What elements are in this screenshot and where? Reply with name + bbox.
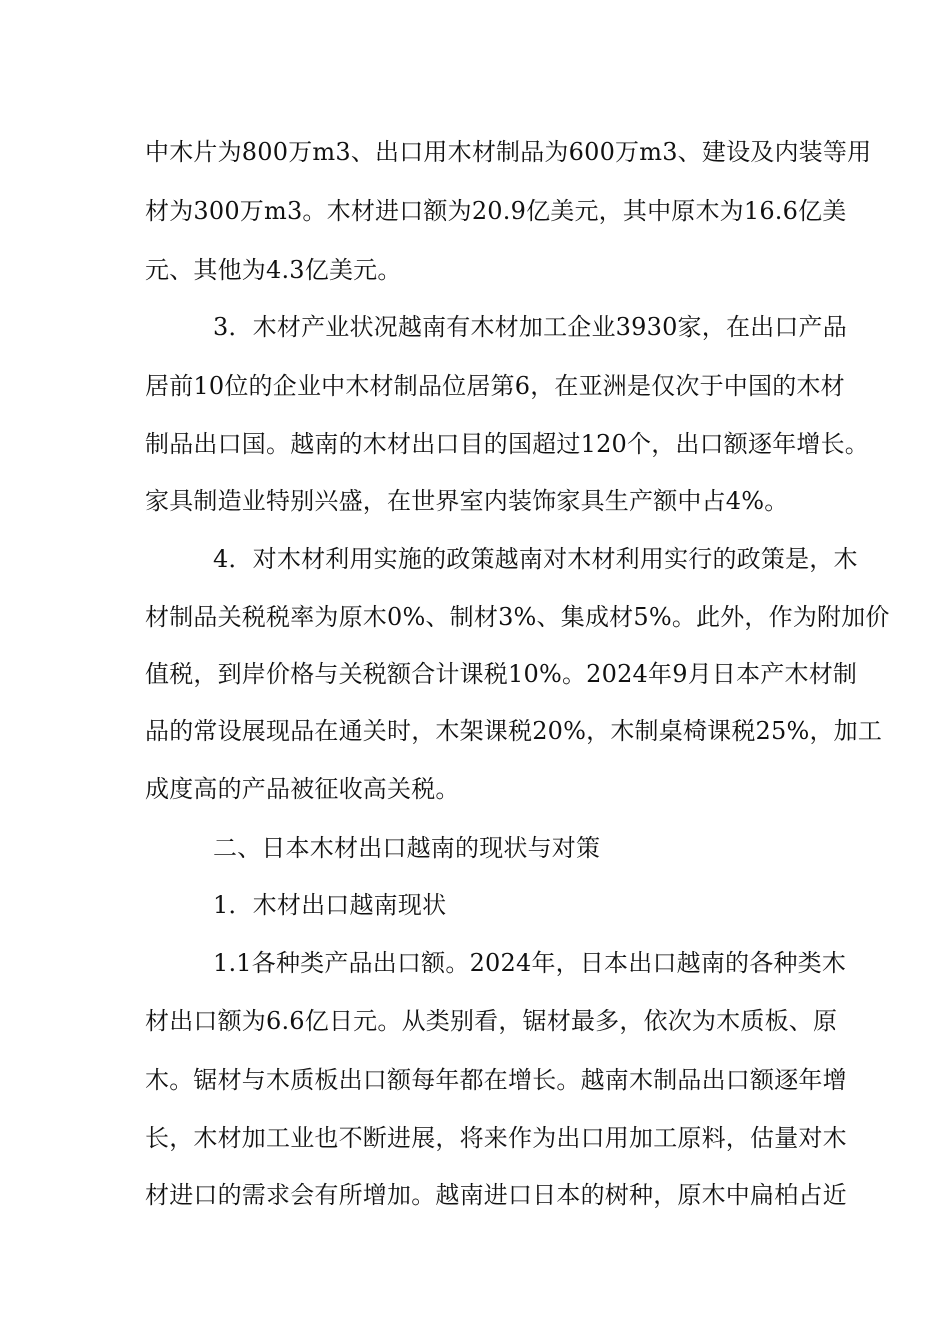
text-line: 材制品关税税率为原木0%、制材3%、集成材5%。此外，作为附加价 [145,603,890,631]
text-line: 1.1各种类产品出口额。2024年，日本出口越南的各种类木 [213,949,847,977]
text-line: 制品出口国。越南的木材出口目的国超过120个，出口额逐年增长。 [145,430,870,458]
text-line: 家具制造业特别兴盛，在世界室内装饰家具生产额中占4%。 [145,487,789,515]
text-line: 长，木材加工业也不断进展，将来作为出口用加工原料，估量对木 [145,1124,847,1152]
text-line: 材进口的需求会有所增加。越南进口日本的树种，原木中扁柏占近 [145,1181,847,1209]
text-line: 3．木材产业状况越南有木材加工企业3930家，在出口产品 [213,313,847,341]
text-line: 元、其他为4.3亿美元。 [145,256,402,284]
text-line: 值税，到岸价格与关税额合计课税10%。2024年9月日本产木材制 [145,660,858,688]
text-line: 材为300万m3。木材进口额为20.9亿美元，其中原木为16.6亿美 [145,197,847,225]
text-line: 成度高的产品被征收高关税。 [145,775,460,803]
section-heading: 二、日本木材出口越南的现状与对策 [213,834,601,862]
text-line: 材出口额为6.6亿日元。从类别看，锯材最多，依次为木质板、原 [145,1007,838,1035]
text-line: 中木片为800万m3、出口用木材制品为600万m3、建设及内装等用 [145,138,872,166]
text-line: 4．对木材利用实施的政策越南对木材利用实行的政策是，木 [213,545,858,573]
text-line: 品的常设展现品在通关时，木架课税20%，木制桌椅课税25%，加工 [145,717,883,745]
subsection-heading: 1．木材出口越南现状 [213,891,447,919]
text-line: 居前10位的企业中木材制品位居第6，在亚洲是仅次于中国的木材 [145,372,845,400]
text-line: 木。锯材与木质板出口额每年都在增长。越南木制品出口额逐年增 [145,1066,847,1094]
